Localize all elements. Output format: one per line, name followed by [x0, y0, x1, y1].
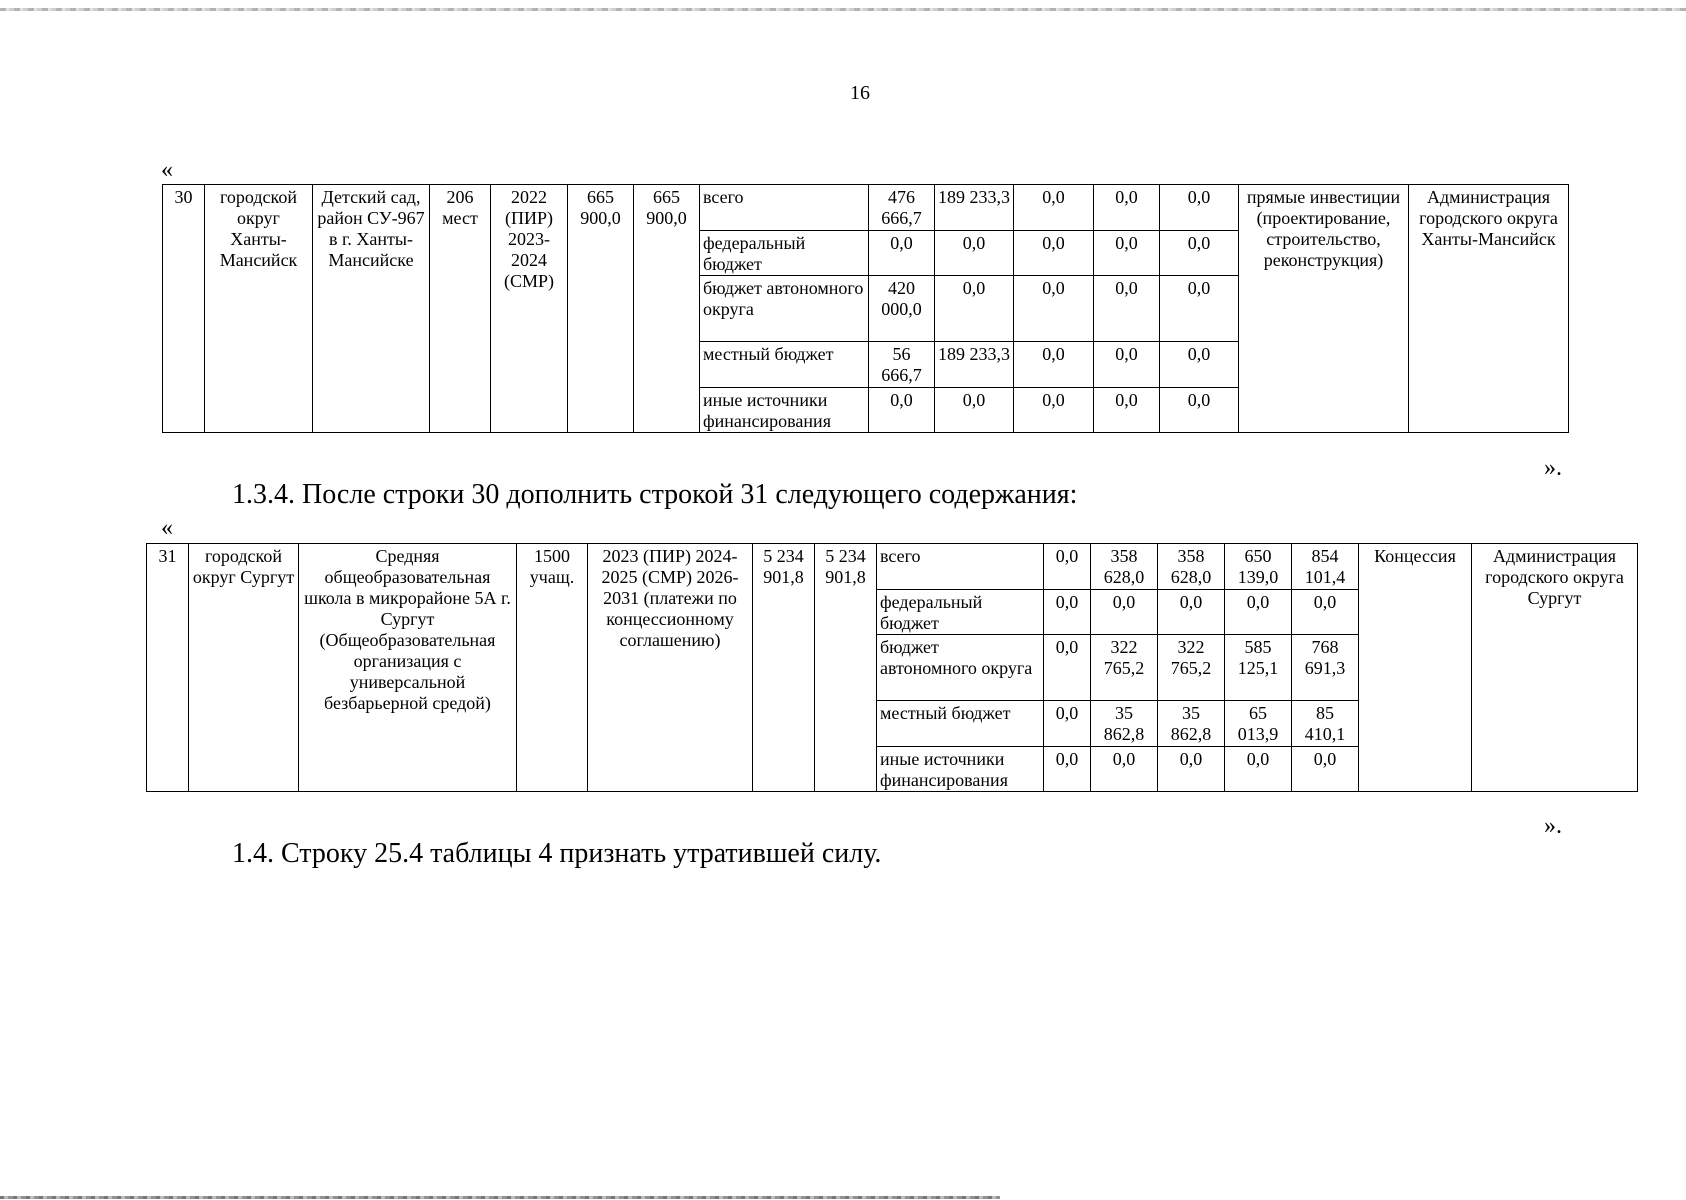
funding-value: 0,0 [1091, 747, 1158, 792]
funding-value: 0,0 [1094, 231, 1160, 276]
implementation-years: 2022 (ПИР) 2023-2024 (СМР) [491, 185, 568, 433]
funding-value: 56 666,7 [869, 342, 935, 388]
scan-edge-top [0, 8, 1686, 11]
funding-value: 0,0 [1014, 388, 1094, 433]
funding-value: 35 862,8 [1091, 701, 1158, 747]
table-row-31 [146, 543, 1638, 792]
funding-value: 0,0 [869, 231, 935, 276]
remaining-cost: 5 234 901,8 [815, 544, 877, 792]
funding-value: 768 691,3 [1292, 635, 1359, 701]
page-number: 16 [850, 82, 870, 104]
funding-value: 0,0 [1014, 276, 1094, 342]
close-quote-table30: ». [1544, 455, 1562, 481]
funding-source: иные источники финансирования [700, 388, 869, 433]
instruction-1-4: 1.4. Строку 25.4 таблицы 4 признать утратившей силу. [232, 838, 882, 869]
funding-value: 0,0 [1160, 185, 1239, 231]
funding-value: 0,0 [1014, 185, 1094, 231]
funding-value: 0,0 [1225, 590, 1292, 635]
funding-value: 322 765,2 [1091, 635, 1158, 701]
open-quote-table31: « [161, 515, 173, 541]
implementation-mechanism: Концессия [1359, 544, 1472, 792]
funding-value: 420 000,0 [869, 276, 935, 342]
municipality: городской округ Сургут [189, 544, 299, 792]
funding-value: 0,0 [1160, 276, 1239, 342]
close-quote-table31: ». [1544, 813, 1562, 839]
funding-value: 0,0 [1014, 231, 1094, 276]
funding-value: 0,0 [1094, 276, 1160, 342]
funding-value: 65 013,9 [1225, 701, 1292, 747]
funding-source: иные источники финансирования [877, 747, 1044, 792]
funding-value: 0,0 [1044, 701, 1091, 747]
funding-source: местный бюджет [700, 342, 869, 388]
funding-source: федеральный бюджет [877, 590, 1044, 635]
funding-value: 189 233,3 [935, 185, 1014, 231]
row-number: 30 [163, 185, 205, 433]
funding-source: всего [877, 544, 1044, 590]
funding-value: 0,0 [935, 231, 1014, 276]
funding-value: 585 125,1 [1225, 635, 1292, 701]
scan-edge-bottom [0, 1196, 1000, 1199]
funding-source: бюджет автономного округа [700, 276, 869, 342]
funding-row [163, 185, 1569, 231]
funding-value: 0,0 [1292, 747, 1359, 792]
estimated-cost: 5 234 901,8 [753, 544, 815, 792]
funding-value: 0,0 [1014, 342, 1094, 388]
customer: Администрация городского округа Сургут [1472, 544, 1638, 792]
object-name: Детский сад, район СУ-967 в г. Ханты-Мансийске [313, 185, 430, 433]
funding-value: 854 101,4 [1292, 544, 1359, 590]
open-quote-table30: « [161, 157, 173, 183]
funding-value: 0,0 [1160, 231, 1239, 276]
funding-value: 0,0 [1044, 635, 1091, 701]
capacity: 206 мест [430, 185, 491, 433]
funding-value: 0,0 [1160, 342, 1239, 388]
municipality: городской округ Ханты-Мансийск [205, 185, 313, 433]
funding-value: 0,0 [935, 276, 1014, 342]
funding-value: 85 410,1 [1292, 701, 1359, 747]
funding-value: 0,0 [1044, 590, 1091, 635]
funding-value: 0,0 [1091, 590, 1158, 635]
object-name: Средняя общеобразовательная школа в микрорайоне 5А г. Сургут (Общеобразовательная организация с универсальной безбарьерной средой) [299, 544, 517, 792]
row-number: 31 [147, 544, 189, 792]
remaining-cost: 665 900,0 [634, 185, 700, 433]
funding-value: 189 233,3 [935, 342, 1014, 388]
funding-source: федеральный бюджет [700, 231, 869, 276]
funding-value: 0,0 [869, 388, 935, 433]
funding-value: 0,0 [1094, 342, 1160, 388]
funding-value: 0,0 [1225, 747, 1292, 792]
implementation-years: 2023 (ПИР) 2024-2025 (СМР) 2026-2031 (платежи по концессионному соглашению) [588, 544, 753, 792]
funding-value: 358 628,0 [1091, 544, 1158, 590]
funding-value: 476 666,7 [869, 185, 935, 231]
funding-value: 0,0 [935, 388, 1014, 433]
funding-value: 0,0 [1292, 590, 1359, 635]
funding-value: 0,0 [1044, 747, 1091, 792]
estimated-cost: 665 900,0 [568, 185, 634, 433]
customer: Администрация городского округа Ханты-Мансийск [1409, 185, 1569, 433]
funding-value: 0,0 [1158, 747, 1225, 792]
table-row-30 [162, 184, 1569, 433]
funding-source: всего [700, 185, 869, 231]
funding-value: 358 628,0 [1158, 544, 1225, 590]
funding-value: 0,0 [1158, 590, 1225, 635]
funding-source: бюджет автономного округа [877, 635, 1044, 701]
funding-value: 0,0 [1160, 388, 1239, 433]
instruction-1-3-4: 1.3.4. После строки 30 дополнить строкой 31 следующего содержания: [232, 479, 1078, 510]
capacity: 1500 учащ. [517, 544, 588, 792]
implementation-mechanism: прямые инвестиции (проектирование, строительство, реконструкция) [1239, 185, 1409, 433]
funding-value: 650 139,0 [1225, 544, 1292, 590]
funding-value: 322 765,2 [1158, 635, 1225, 701]
funding-value: 0,0 [1094, 388, 1160, 433]
funding-source: местный бюджет [877, 701, 1044, 747]
funding-row [147, 544, 1638, 590]
funding-value: 0,0 [1094, 185, 1160, 231]
funding-value: 0,0 [1044, 544, 1091, 590]
funding-value: 35 862,8 [1158, 701, 1225, 747]
